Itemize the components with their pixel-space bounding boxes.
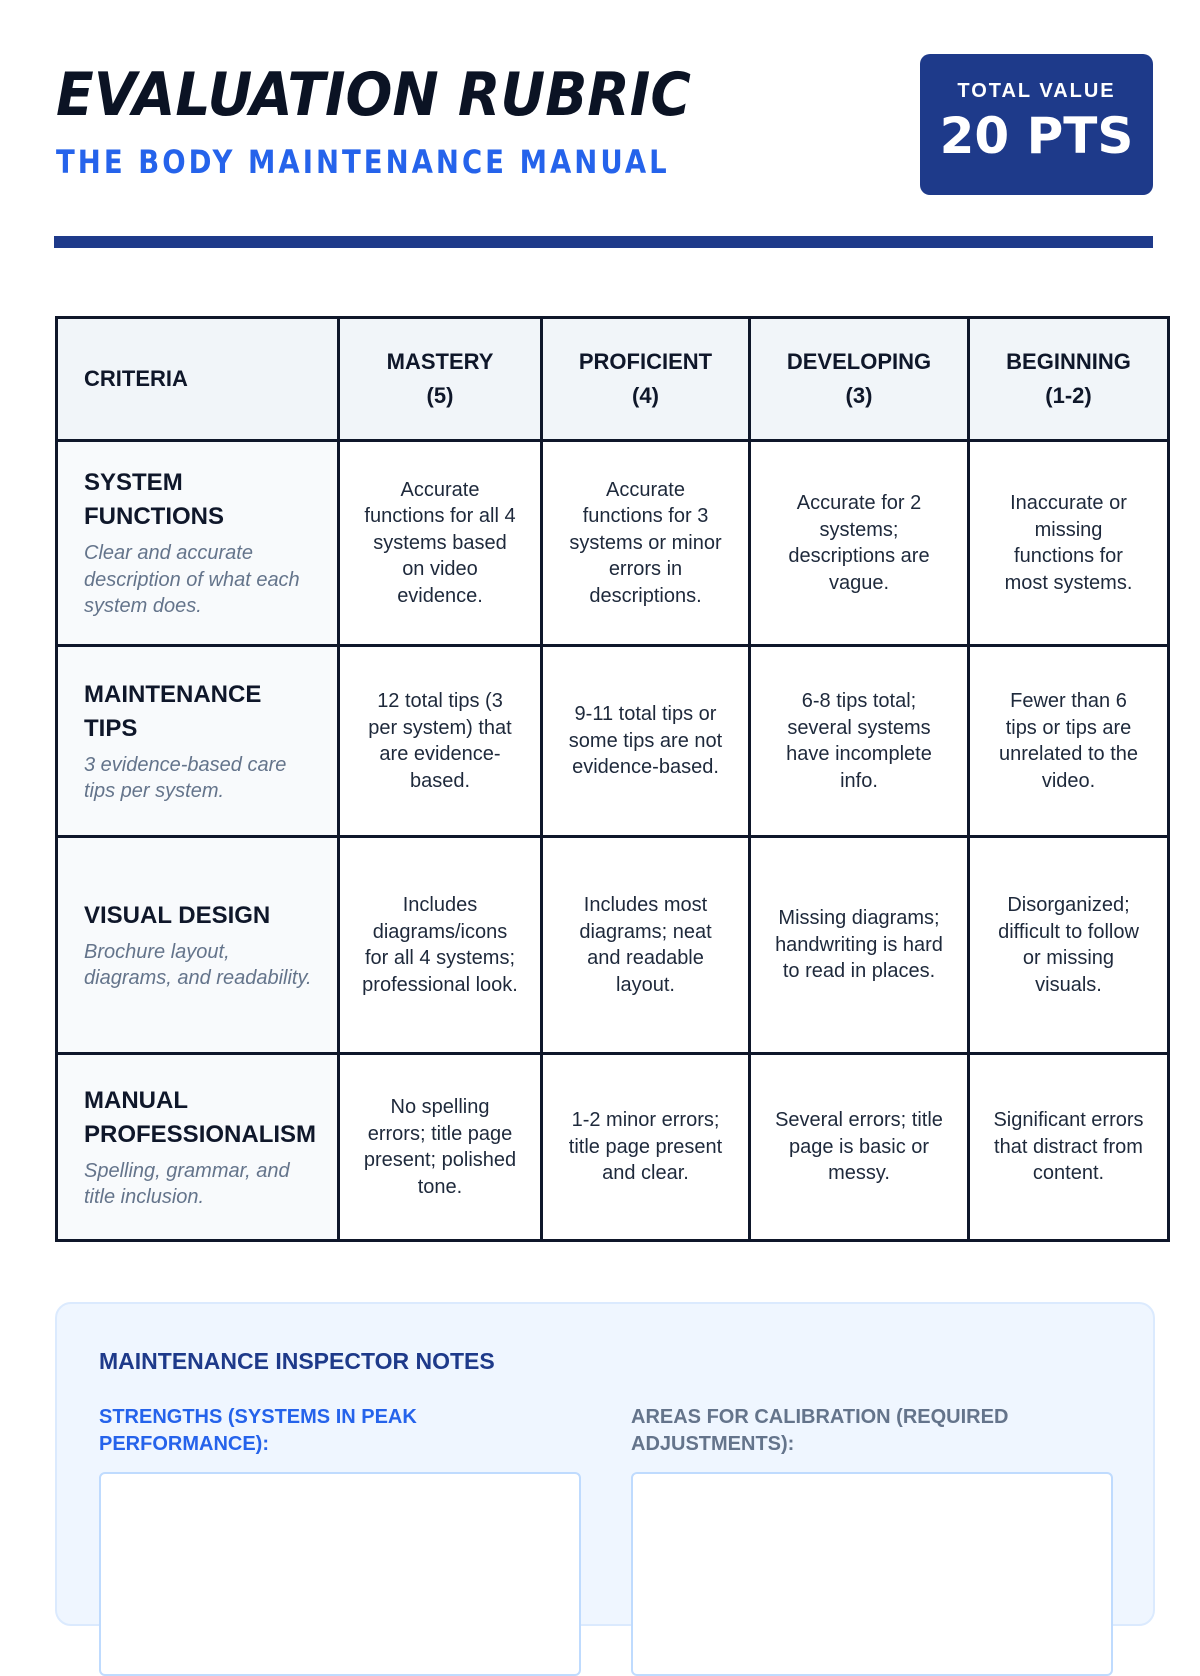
criteria-description: Clear and accurate description of what each system does.: [84, 542, 300, 618]
table-row: [57, 646, 1169, 837]
header-divider: [54, 236, 1153, 248]
header-points: (1-2): [1045, 383, 1092, 408]
header-proficient: [542, 318, 750, 441]
rubric-cell: No spelling errors; title page present; polished tone.: [339, 1054, 542, 1241]
criteria-description: Brochure layout, diagrams, and readability.: [84, 940, 312, 989]
rubric-cell: Missing diagrams; handwriting is hard to read in places.: [750, 837, 969, 1054]
header-criteria: CRITERIA: [57, 318, 339, 441]
rubric-cell: Disorganized; difficult to follow or missing visuals.: [969, 837, 1169, 1054]
header-developing: [750, 318, 969, 441]
inspector-notes-panel: [55, 1302, 1155, 1626]
rubric-cell: Significant errors that distract from content.: [969, 1054, 1169, 1241]
table-row: [57, 1054, 1169, 1241]
total-value-badge: [920, 54, 1153, 195]
header-points: (5): [426, 383, 454, 408]
rubric-cell: Accurate functions for all 4 systems based on video evidence.: [339, 441, 542, 646]
rubric-cell: Inaccurate or missing functions for most systems.: [969, 441, 1169, 646]
rubric-cell: 9-11 total tips or some tips are not evidence-based.: [542, 646, 750, 837]
criteria-name: MANUAL PROFESSIONALISM: [84, 1086, 317, 1148]
criteria-cell: [57, 441, 339, 646]
rubric-table: [55, 316, 1170, 1242]
strengths-input[interactable]: [99, 1472, 581, 1676]
rubric-cell: Includes diagrams/icons for all 4 systems; professional look.: [339, 837, 542, 1054]
rubric-cell: Includes most diagrams; neat and readable layout.: [542, 837, 750, 1054]
header-level: PROFICIENT: [578, 349, 713, 374]
header-level: BEGINNING: [1006, 349, 1131, 374]
badge-value: 20 PTS: [939, 107, 1134, 165]
page-subtitle: THE BODY MAINTENANCE MANUAL: [56, 143, 670, 181]
notes-title: MAINTENANCE INSPECTOR NOTES: [99, 1348, 495, 1374]
table-row: [57, 837, 1169, 1054]
rubric-cell: 6-8 tips total; several systems have incomplete info.: [750, 646, 969, 837]
table-row: [57, 441, 1169, 646]
criteria-description: Spelling, grammar, and title inclusion.: [84, 1159, 290, 1208]
criteria-cell: [57, 1054, 339, 1241]
rubric-cell: 12 total tips (3 per system) that are evidence-based.: [339, 646, 542, 837]
rubric-cell: Fewer than 6 tips or tips are unrelated to the video.: [969, 646, 1169, 837]
rubric-cell: Accurate functions for 3 systems or minor errors in descriptions.: [542, 441, 750, 646]
areas-input[interactable]: [631, 1472, 1113, 1676]
page-title: EVALUATION RUBRIC: [56, 60, 691, 130]
strengths-label: STRENGTHS (SYSTEMS IN PEAK PERFORMANCE):: [99, 1406, 417, 1455]
badge-label: TOTAL VALUE: [957, 80, 1116, 102]
header-level: DEVELOPING: [786, 349, 932, 374]
table-header-row: [57, 318, 1169, 441]
criteria-name: MAINTENANCE TIPS: [84, 680, 262, 742]
criteria-name: VISUAL DESIGN: [84, 901, 271, 929]
header-beginning: [969, 318, 1169, 441]
criteria-cell: [57, 837, 339, 1054]
criteria-name: SYSTEM FUNCTIONS: [84, 469, 224, 531]
criteria-description: 3 evidence-based care tips per system.: [84, 753, 287, 802]
areas-label: AREAS FOR CALIBRATION (REQUIRED ADJUSTMENTS):: [631, 1406, 1009, 1455]
rubric-cell: 1-2 minor errors; title page present and clear.: [542, 1054, 750, 1241]
rubric-cell: Several errors; title page is basic or messy.: [750, 1054, 969, 1241]
rubric-cell: Accurate for 2 systems; descriptions are vague.: [750, 441, 969, 646]
header-points: (3): [845, 383, 873, 408]
header-level: MASTERY: [386, 349, 494, 374]
criteria-cell: [57, 646, 339, 837]
header-mastery: [339, 318, 542, 441]
header-points: (4): [632, 383, 659, 408]
